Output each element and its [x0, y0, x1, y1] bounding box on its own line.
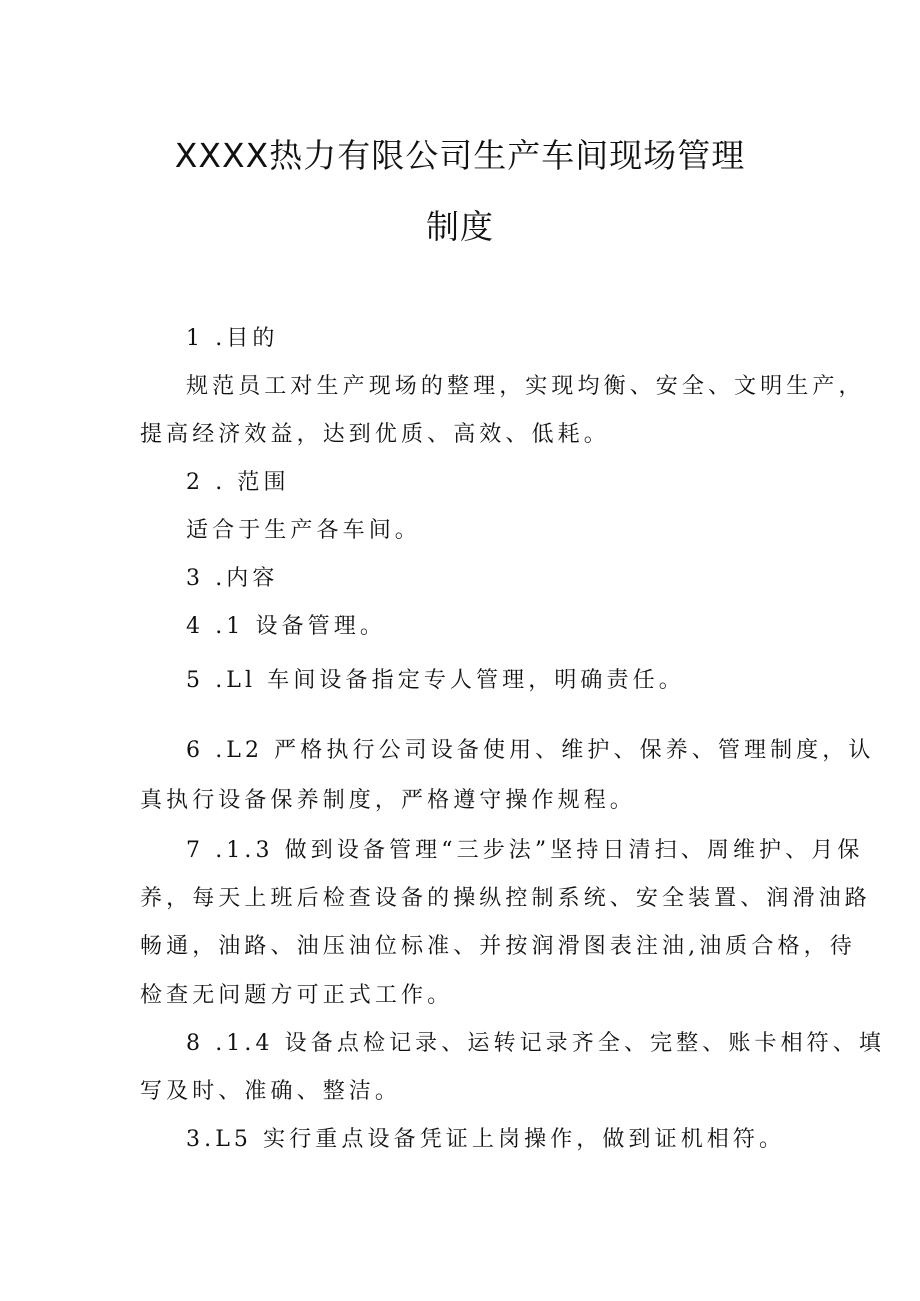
paragraph-line: 规范员工对生产现场的整理，实现均衡、安全、文明生产，	[186, 374, 865, 399]
section-heading-purpose: 1 .目的	[186, 326, 279, 351]
paragraph-line: 养，每天上班后检查设备的操纵控制系统、安全装置、润滑油路	[140, 886, 871, 911]
paragraph-line: 畅通，油路、油压油位标准、并按润滑图表注油,油质合格，待	[140, 934, 856, 959]
paragraph-line: 写及时、准确、整洁。	[140, 1079, 402, 1104]
paragraph-line: 6 .L2 严格执行公司设备使用、维护、保养、管理制度，认	[186, 738, 875, 763]
paragraph-line: 7 .1.3 做到设备管理“三步法”坚持日清扫、周维护、月保	[186, 838, 864, 863]
paragraph-line: 适合于生产各车间。	[186, 518, 421, 543]
document-title-line-1: XXXX热力有限公司生产车间现场管理	[174, 136, 746, 175]
paragraph-line: 3.L5 实行重点设备凭证上岗操作，做到证机相符。	[186, 1127, 786, 1152]
paragraph-line: 提高经济效益，达到优质、高效、低耗。	[140, 422, 610, 447]
subsection-heading-equipment: 4 .1 设备管理。	[186, 614, 386, 639]
section-heading-scope: 2 . 范围	[186, 470, 290, 495]
paragraph-line: 检查无问题方可正式工作。	[140, 983, 454, 1008]
paragraph-line: 5 .Ll 车间设备指定专人管理，明确责任。	[186, 668, 685, 693]
section-heading-content: 3 .内容	[186, 566, 279, 591]
paragraph-line: 8 .1.4 设备点检记录、运转记录齐全、完整、账卡相符、填	[186, 1031, 885, 1056]
document-title-line-2: 制度	[426, 207, 494, 246]
paragraph-line: 真执行设备保养制度，严格遵守操作规程。	[140, 788, 636, 813]
